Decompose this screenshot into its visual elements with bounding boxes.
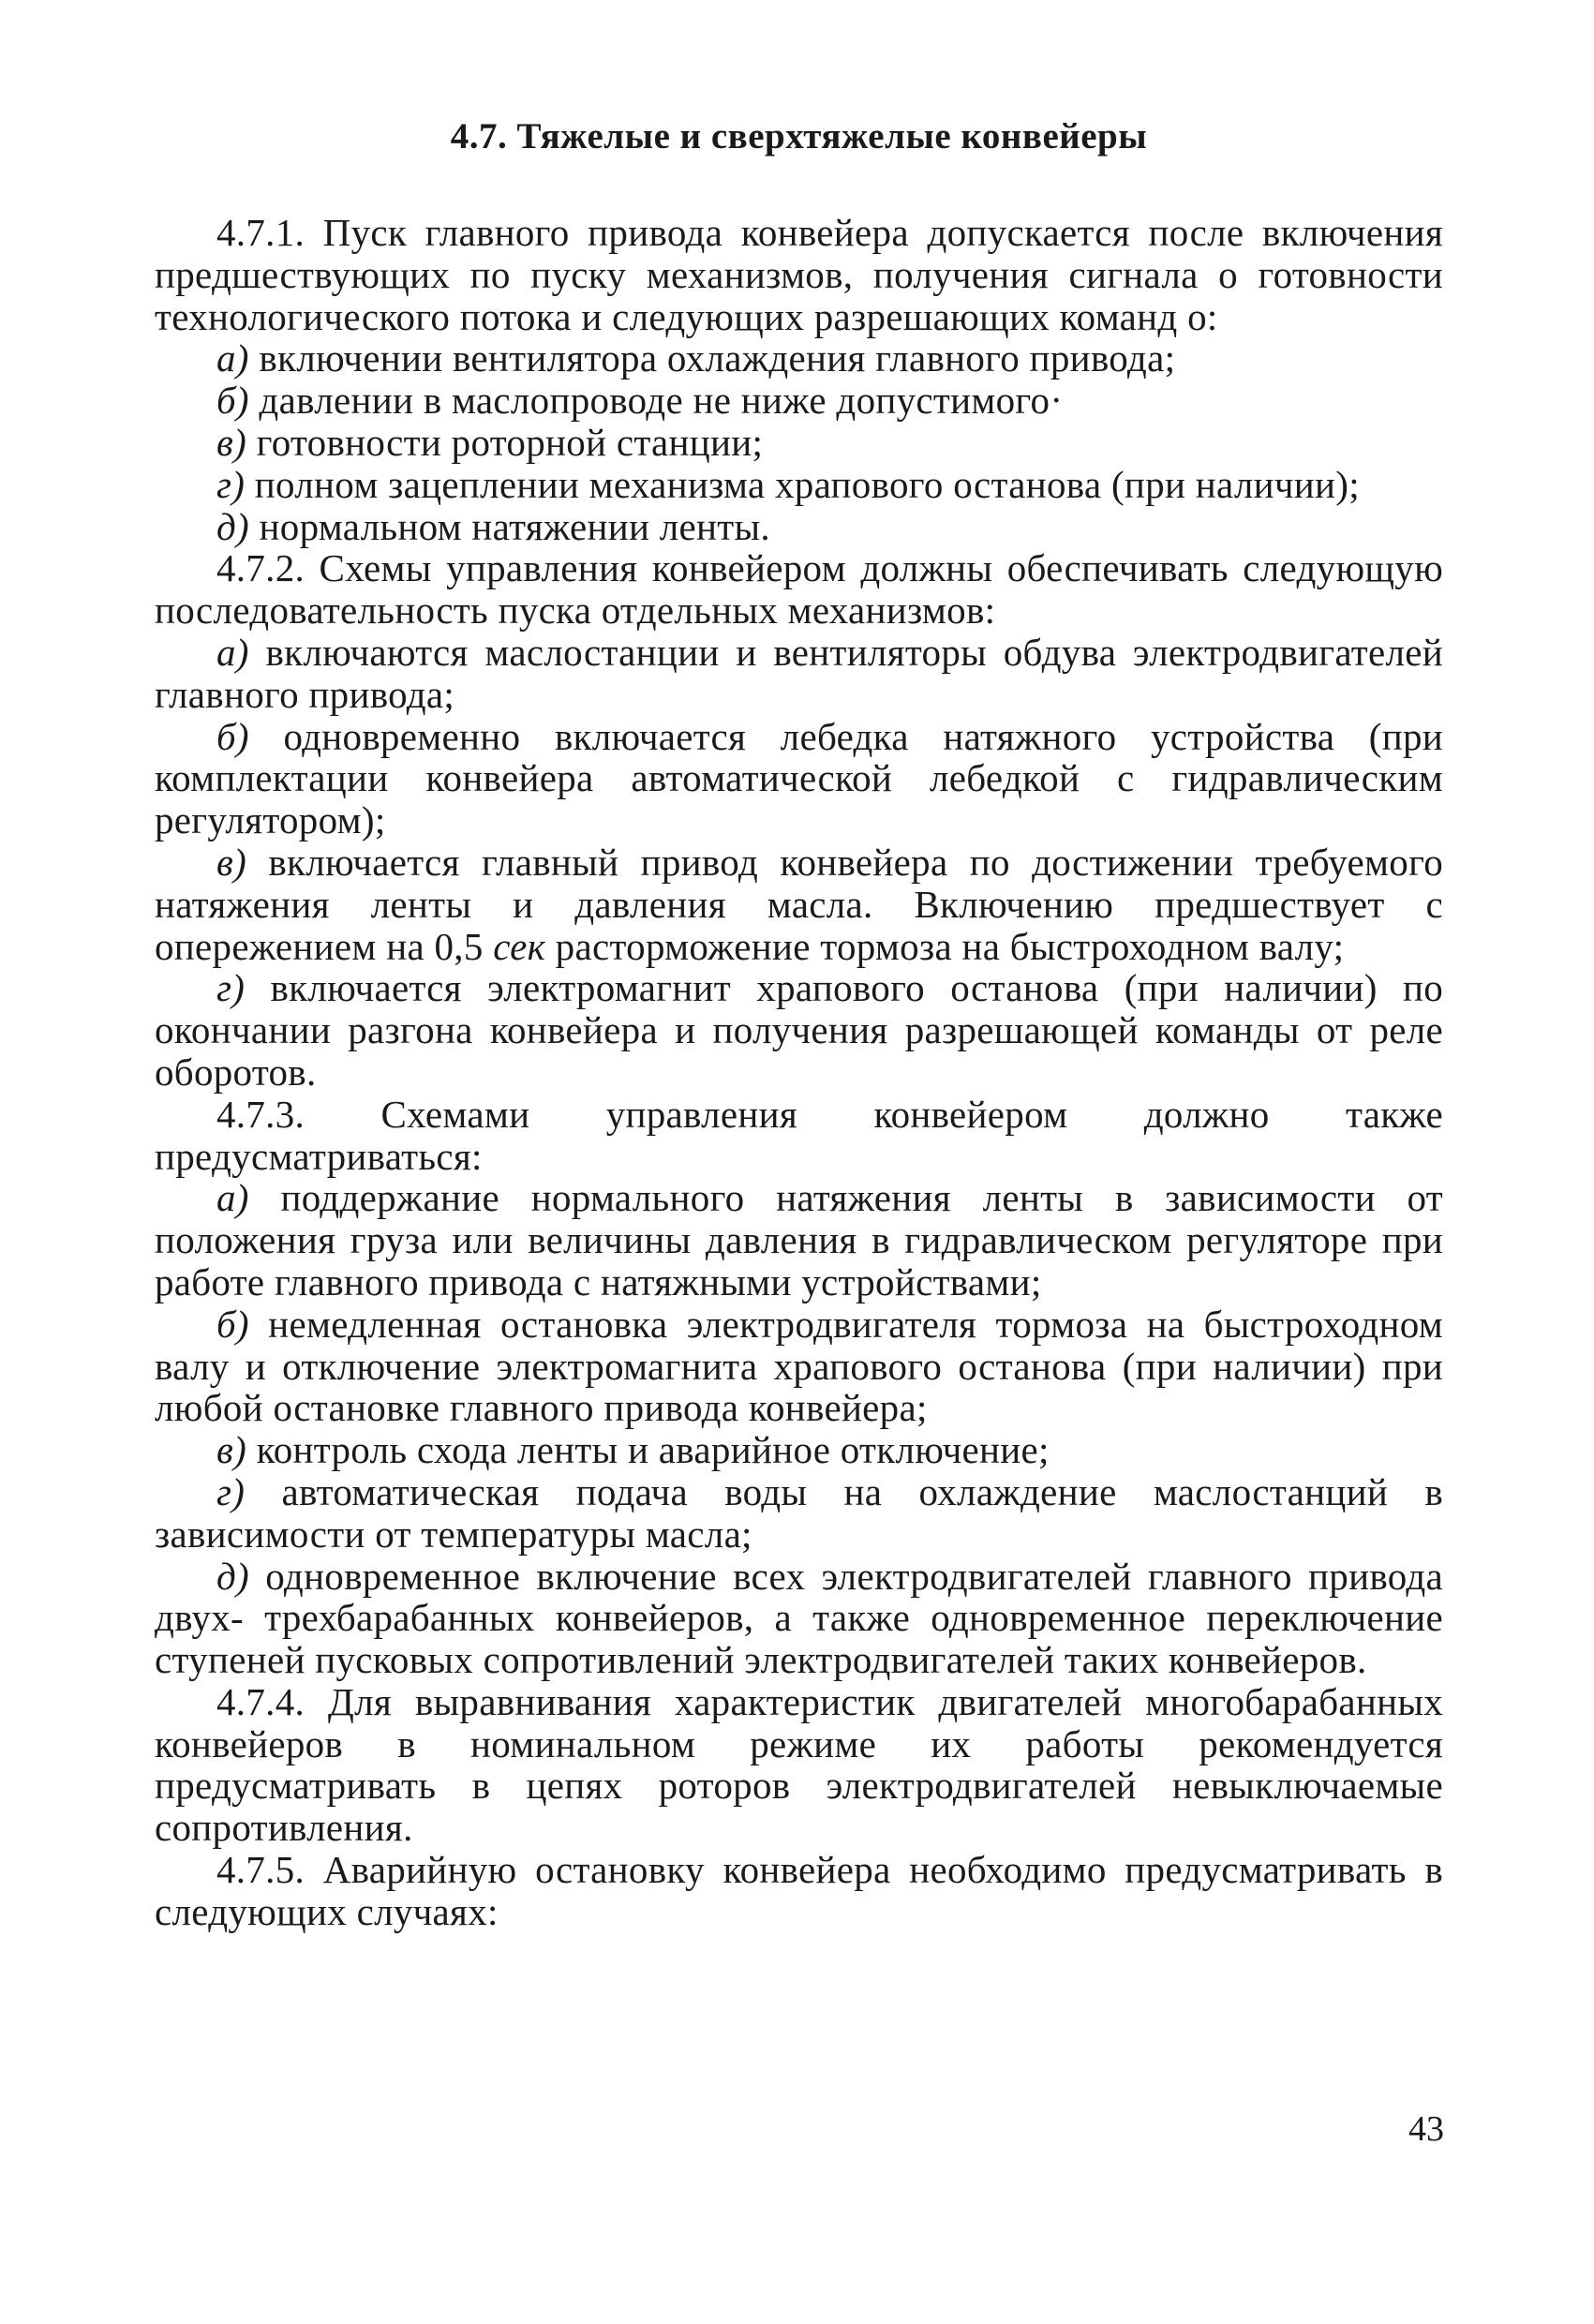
item-text: включаются маслостанции и вентиляторы обдува электродвигателей главного привода;	[155, 630, 1443, 716]
item-marker: в)	[216, 840, 247, 884]
item-marker: в)	[216, 1428, 247, 1472]
item-text: расторможение тормоза на быстроходном валу;	[545, 924, 1345, 968]
item-text: контроль схода ленты и аварийное отключение;	[246, 1428, 1050, 1472]
list-item	[155, 632, 1443, 716]
list-item	[155, 1177, 1443, 1303]
item-marker: б)	[216, 714, 249, 758]
item-text: нормальном натяжении ленты.	[249, 504, 770, 548]
item-marker: д)	[216, 1554, 249, 1598]
list-item	[155, 842, 1443, 967]
list-item	[155, 967, 1443, 1093]
item-text: одновременное включение всех электродвигателей главного привода двух- трехбарабанных конвейеров, а также одновременное переключение ступеней пусковых сопротивлений электродвигателей таких конвейеров.	[155, 1554, 1443, 1682]
list-item	[155, 1556, 1443, 1681]
paragraph-text: Аварийную остановку конвейера необходимо предусматривать в следующих случаях:	[155, 1848, 1443, 1933]
paragraph-4-7-2	[155, 547, 1443, 632]
clause-number: 4.7.5.	[216, 1848, 305, 1892]
item-text: давлении в маслопроводе не ниже допустимого·	[248, 379, 1064, 423]
clause-number: 4.7.1.	[216, 211, 305, 254]
item-marker: г)	[216, 1469, 246, 1513]
item-marker: д)	[216, 504, 249, 548]
list-item	[155, 422, 1443, 464]
paragraph-text: Для выравнивания характеристик двигателей многобарабанных конвейеров в номинальном режиме их работы рекомендуется предусматривать в цепях роторов электродвигателей невыключаемые сопротивления.	[155, 1679, 1443, 1850]
time-unit: сек	[493, 924, 546, 968]
paragraph-4-7-1	[155, 212, 1443, 337]
clause-number: 4.7.2.	[216, 546, 305, 590]
item-marker: а)	[216, 336, 249, 380]
item-text: одновременно включается лебедка натяжного устройства (при комплектации конвейера автоматической лебедкой с гидравлическим регулятором);	[155, 714, 1443, 842]
list-item	[155, 1304, 1443, 1429]
clause-number: 4.7.3.	[216, 1092, 305, 1136]
item-marker: а)	[216, 1176, 249, 1220]
item-text: полном зацеплении механизма храпового останова (при наличии);	[245, 462, 1360, 506]
paragraph-text: Схемами управления конвейером должно также предусматриваться:	[155, 1092, 1443, 1178]
item-marker: в)	[216, 420, 247, 464]
paragraph-text: Схемы управления конвейером должны обеспечивать следующую последовательность пуска отдельных механизмов:	[155, 546, 1443, 633]
item-text: поддержание нормального натяжения ленты в зависимости от положения груза или величины давления в гидравлическом регуляторе при работе главного привода с натяжными устройствами;	[155, 1176, 1443, 1304]
list-item	[155, 380, 1443, 422]
list-item	[155, 1471, 1443, 1556]
item-text: включается главный привод конвейера по достижении требуемого натяжения ленты и давления масла. Включению предшествует с опережением на 0,5	[155, 840, 1443, 968]
paragraph-4-7-3	[155, 1094, 1443, 1178]
item-marker: г)	[216, 966, 246, 1010]
item-marker: г)	[216, 462, 246, 506]
item-text: включении вентилятора охлаждения главного привода;	[248, 336, 1176, 380]
section-heading: 4.7. Тяжелые и сверхтяжелые конвейеры	[450, 116, 1148, 156]
list-item	[155, 716, 1443, 842]
paragraph-4-7-5	[155, 1849, 1443, 1933]
document-page	[155, 114, 1443, 1933]
item-text: включается электромагнит храпового останова (при наличии) по окончании разгона конвейера и получения разрешающей команды от реле оборотов.	[155, 966, 1443, 1094]
item-text: немедленная остановка электродвигателя тормоза на быстроходном валу и отключение электромагнита храпового останова (при наличии) при любой остановке главного привода конвейера;	[155, 1302, 1443, 1430]
paragraph-4-7-4	[155, 1681, 1443, 1849]
item-marker: б)	[216, 1302, 249, 1346]
item-marker: а)	[216, 630, 249, 674]
list-item	[155, 506, 1443, 548]
list-item	[155, 337, 1443, 380]
page-number: 43	[1408, 2109, 1444, 2149]
paragraph-text: Пуск главного привода конвейера допускается после включения предшествующих по пуску механизмов, получения сигнала о готовности технологического потока и следующих разрешающих команд о:	[155, 211, 1443, 338]
clause-number: 4.7.4.	[216, 1679, 305, 1723]
list-item	[155, 464, 1443, 506]
item-text: автоматическая подача воды на охлаждение маслостанций в зависимости от температуры масла;	[155, 1469, 1443, 1556]
item-marker: б)	[216, 379, 249, 423]
item-text: готовности роторной станции;	[246, 420, 764, 464]
list-item	[155, 1429, 1443, 1471]
